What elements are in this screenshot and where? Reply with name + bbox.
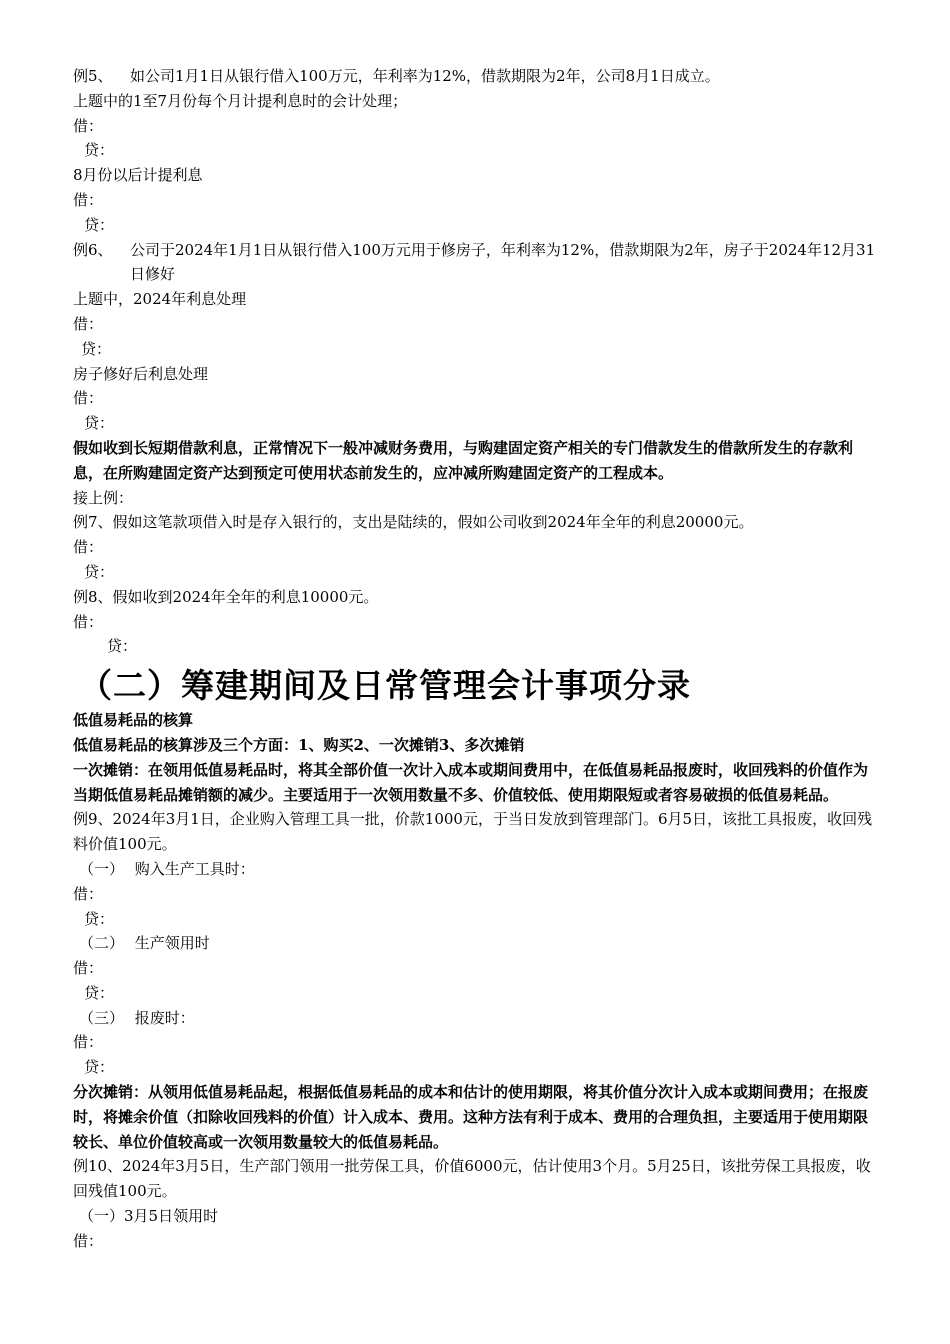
credit-line: 贷：	[84, 562, 115, 581]
step-text: 购入生产工具时：	[134, 859, 255, 878]
one-time-amortization: 一次摊销：在领用低值易耗品时，将其全部价值一次计入成本或期间费用中，在低值易耗品报废时，收回残料的价值作为当期低值易耗品摊销额的减少。主要适用于一次领用数量不多、价值较低、使用期限短或者容易破损的低值易耗品。	[73, 760, 869, 804]
example-6	[73, 238, 880, 288]
continue-label: 接上例：	[73, 488, 134, 507]
multi-amortization: 分次摊销：从领用低值易耗品起，根据低值易耗品的成本和估计的使用期限，将其价值分次计入成本或期间费用；在报废时，将摊余价值（扣除收回残料的价值）计入成本、费用。这种方法有利于成本、费用的合理负担，主要适用于使用期限较长、单位价值较高或一次领用数量较大的低值易耗品。	[73, 1083, 869, 1151]
example-5	[73, 64, 880, 89]
debit-line: 借：	[73, 959, 104, 978]
debit-line: 借：	[73, 1033, 104, 1052]
step-item	[73, 1006, 880, 1031]
interest-note: 假如收到长短期借款利息，正常情况下一般冲减财务费用，与购建固定资产相关的专门借款发生的借款所发生的存款利息，在所购建固定资产达到预定可使用状态前发生的，应冲减所购建固定资产的工程成本。	[73, 438, 854, 482]
question-line: 8月份以后计提利息	[73, 166, 203, 185]
example-label: 例6、	[73, 240, 113, 259]
debit-line: 借：	[73, 314, 104, 333]
example-9: 例9、2024年3月1日，企业购入管理工具一批，价款1000元，于当日发放到管理部门。6月5日，该批工具报废，收回残料价值100元。	[73, 810, 873, 854]
step-number: （三）	[79, 1008, 125, 1027]
example-10: 例10、2024年3月5日，生产部门领用一批劳保工具，价值6000元，估计使用3个月。5月25日，该批劳保工具报废，收回残值100元。	[73, 1157, 871, 1201]
question-line: 房子修好后利息处理	[73, 364, 209, 383]
credit-line: 贷：	[81, 339, 112, 358]
question-line: 上题中的1至7月份每个月计提利息时的会计处理；	[73, 91, 408, 110]
question-line: 上题中，2024年利息处理	[73, 290, 247, 309]
credit-line: 贷：	[107, 637, 138, 656]
step-number: （一）	[79, 859, 125, 878]
step-number: （二）	[79, 934, 125, 953]
credit-line: 贷：	[84, 215, 115, 234]
debit-line: 借：	[73, 190, 104, 209]
example-7: 例7、假如这笔款项借入时是存入银行的，支出是陆续的，假如公司收到2024年全年的利息20000元。	[73, 513, 754, 532]
step-text: 报废时：	[134, 1008, 195, 1027]
example-text: 如公司1月1日从银行借入100万元，年利率为12%，借款期限为2年，公司8月1日成立。	[130, 67, 720, 85]
credit-line: 贷：	[84, 909, 115, 928]
credit-line: 贷：	[84, 414, 115, 433]
example-text: 公司于2024年1月1日从银行借入100万元用于修房子，年利率为12%，借款期限为2年，房子于2024年12月31日修好	[130, 240, 876, 284]
low-value-aspects: 低值易耗品的核算涉及三个方面：1、购买2、一次摊销3、多次摊销	[73, 735, 525, 754]
step-item	[73, 931, 880, 956]
example-8: 例8、假如收到2024年全年的利息10000元。	[73, 587, 379, 606]
debit-line: 借：	[73, 538, 104, 557]
debit-line: 借：	[73, 389, 104, 408]
credit-line: 贷：	[84, 1058, 115, 1077]
debit-line: 借：	[73, 1231, 104, 1250]
debit-line: 借：	[73, 116, 104, 135]
debit-line: 借：	[73, 884, 104, 903]
low-value-title: 低值易耗品的核算	[73, 711, 194, 730]
section-heading: （二）筹建期间及日常管理会计事项分录	[79, 666, 691, 706]
credit-line: 贷：	[84, 141, 115, 160]
step-text: 生产领用时	[134, 934, 210, 953]
step-item	[73, 857, 880, 882]
debit-line: 借：	[73, 612, 104, 631]
step-item: （一）3月5日领用时	[79, 1207, 219, 1226]
example-label: 例5、	[73, 67, 113, 85]
credit-line: 贷：	[84, 983, 115, 1002]
